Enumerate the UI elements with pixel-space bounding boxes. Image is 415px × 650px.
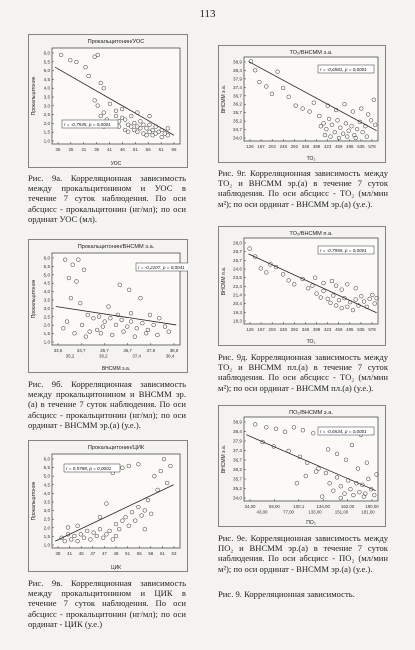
x-tick-label: 459 — [335, 144, 343, 149]
figure-9c-caption: Рис. 9в. Корреляционная зависимость между прокальцитонином и ЦИК в течение 7 суток наблюдения. По оси абсцисс - прокальцитонин (нг/мл); по оси ординат - ЦИК (у.е.) — [28, 578, 186, 629]
x-tick-label: 36 — [94, 147, 100, 152]
x-axis-label: ВНСММ э.а. — [101, 366, 131, 372]
chart-title: TO₂/ВНСММ п.а. — [289, 231, 333, 237]
stat-text: r = -0,7955, p = 0,0001 — [320, 247, 367, 253]
y-tick-label: 38,9 — [233, 59, 242, 65]
chart-svg — [218, 45, 386, 163]
x-tick-label: 47 — [90, 551, 96, 556]
x-axis-label: TO₂ — [306, 339, 316, 345]
x-tick-label: 34,00 — [244, 504, 256, 509]
stat-text: r = -0,7545, p = 0,0001 — [64, 121, 111, 127]
x-tick-label: 66 — [171, 147, 177, 152]
y-tick-label: 1,5 — [43, 331, 50, 337]
y-tick-label: 1,0 — [43, 542, 50, 548]
y-tick-label: 23,5 — [233, 275, 242, 281]
y-tick-label: 3,5 — [43, 297, 50, 303]
figure-9e-caption: Рис. 9д. Корреляционная зависимость между TO₂ и ВНСММ пл.(а) в течение 7 суток наблюдения. По оси абсцисс - TO₂ (мл/мин м²); по оси ординат - ВНСММ пл.(а) (у.е.). — [218, 352, 388, 393]
y-tick-label: 37,4 — [233, 448, 242, 453]
x-tick-label: 495 — [346, 144, 354, 149]
x-tick-label: 35 — [55, 147, 61, 152]
y-tick-label: 36,7 — [233, 457, 242, 463]
y-tick-label: 36,2 — [233, 467, 242, 472]
x-tick-label: 61 — [158, 147, 164, 152]
y-tick-label: 34,7 — [233, 127, 242, 133]
y-tick-label: 36,2 — [233, 101, 242, 107]
chart-title: Прокальцитонин/ВНСММ э.а. — [77, 244, 155, 250]
figure-9a-caption: Рис. 9а. Корреляционная зависимость между прокальцитонином и УОС в течение 7 суток наблюдения. По оси абсцисс - прокальцитонин (нг/мл); по оси ординат УОС (мл). — [28, 173, 186, 224]
chart-svg — [218, 405, 386, 527]
x-tick-label: 33,6 — [53, 348, 63, 353]
y-axis-label: Прокальцитонин — [31, 481, 37, 521]
x-tick-label: 126 — [246, 144, 254, 149]
y-tick-label: 4,0 — [43, 289, 50, 295]
y-tick-label: 20,4 — [233, 301, 242, 307]
figure-9e-chart — [218, 226, 386, 346]
y-tick-label: 5,5 — [43, 465, 50, 471]
y-tick-label: 3,0 — [43, 305, 50, 311]
y-tick-label: 5,0 — [43, 272, 50, 278]
y-tick-label: 2,0 — [43, 120, 50, 126]
x-tick-label-row2: 38,4 — [165, 353, 175, 359]
x-tick-label: 167 — [257, 327, 265, 332]
figure-9f-caption: Рис. 9е. Корреляционная зависимость между ПО₂ и ВНСММ эр.(а) в течение 7 суток наблюдения. По оси абсцисс - ПО₂ (мл/мин м²); по оси ординат - ВНСММ эр.(а) (у.е.). — [218, 533, 388, 574]
y-tick-label: 1,5 — [43, 129, 50, 135]
x-tick-label: 162,00 — [340, 504, 355, 509]
y-axis-label: Прокальцитонин — [31, 279, 37, 319]
y-tick-label: 1,0 — [43, 138, 50, 144]
x-tick-label: 292 — [290, 144, 299, 149]
figure-9d-caption: Рис. 9г. Корреляционная зависимость между TO₂ и ВНСММ эр.(а) в течение 7 суток наблюдения. По оси абсцисс - TO₂ (мл/мин м²); по оси ординат - ВНСММ эр.(а) (у.е.). — [218, 168, 388, 209]
y-tick-label: 35,2 — [233, 486, 242, 491]
y-tick-label: 37,9 — [233, 76, 242, 82]
y-tick-label: 38,4 — [233, 67, 242, 73]
y-tick-label: 3,5 — [43, 499, 50, 505]
x-axis-label: TO₂ — [306, 156, 316, 162]
y-tick-label: 1,5 — [43, 533, 50, 539]
chart-svg — [28, 440, 188, 572]
x-tick-label: 59,00 — [268, 504, 280, 509]
figure-9b-chart — [28, 239, 188, 373]
stat-text: r = 0,5788, p = 0,0001 — [66, 465, 112, 471]
y-tick-label: 5,5 — [43, 263, 50, 269]
y-tick-label: 6,0 — [43, 50, 50, 56]
x-axis-label: ЦИК — [110, 565, 122, 571]
y-axis-label: ВНСММ э.а. — [221, 84, 227, 114]
figure-9f-chart — [218, 405, 386, 527]
y-tick-label: 38,4 — [233, 429, 242, 434]
x-tick-label: 51 — [125, 551, 131, 556]
x-tick-label: 51 — [132, 147, 138, 152]
x-tick-label: 348 — [301, 327, 310, 332]
y-tick-label: 2,0 — [43, 525, 50, 531]
y-tick-label: 1,0 — [43, 339, 50, 345]
x-tick-label: 46 — [119, 147, 125, 152]
y-tick-label: 28,0 — [233, 240, 242, 246]
y-tick-label: 2,5 — [43, 112, 50, 118]
x-tick-label: 34,7 — [76, 348, 86, 353]
x-tick-label-row2: 43,00 — [256, 509, 268, 515]
x-tick-label: 38 — [55, 551, 61, 556]
x-tick-label-row2: 35,2 — [65, 353, 75, 359]
y-tick-label: 22,4 — [233, 283, 242, 289]
y-tick-label: 26,7 — [233, 249, 242, 255]
plot-area — [52, 48, 180, 144]
y-tick-label: 5,0 — [43, 68, 50, 74]
x-tick-label-row2: 77,00 — [283, 509, 294, 515]
y-tick-label: 6,0 — [43, 456, 50, 462]
x-tick-label: 389 — [312, 144, 321, 149]
y-tick-label: 4,5 — [43, 482, 50, 488]
x-tick-label-row2: 133,00 — [308, 509, 322, 515]
x-tick-label: 248 — [279, 327, 287, 332]
y-tick-label: 18,3 — [233, 318, 242, 324]
y-tick-label: 37,9 — [233, 438, 242, 444]
x-tick-label-row2: 37,4 — [132, 353, 141, 359]
x-axis-label: ПО₂ — [306, 520, 316, 526]
stat-text: r = -0,6534, p = 0,0001 — [320, 428, 367, 434]
x-tick-label: 292 — [290, 327, 299, 332]
x-axis-label: УОС — [110, 161, 122, 167]
x-tick-label: 31 — [81, 147, 87, 152]
y-tick-label: 4,5 — [43, 76, 50, 82]
x-tick-label-row2: 36,2 — [99, 353, 108, 359]
x-tick-label: 578 — [368, 327, 376, 332]
y-tick-label: 2,0 — [43, 322, 50, 328]
x-tick-label: 55 — [136, 551, 142, 556]
stat-text: r = -0,6581, p = 0,0001 — [320, 66, 367, 72]
x-tick-label: 61 — [159, 551, 165, 556]
x-tick-label: 100,1 — [293, 504, 305, 509]
x-tick-label: 423 — [323, 327, 332, 332]
y-tick-label: 3,0 — [43, 508, 50, 514]
x-tick-label: 204 — [268, 144, 276, 149]
y-tick-label: 4,0 — [43, 85, 50, 91]
x-tick-label: 459 — [335, 327, 343, 332]
y-tick-label: 35,7 — [233, 476, 242, 482]
y-tick-label: 5,5 — [43, 59, 50, 65]
y-tick-label: 37,4 — [233, 84, 242, 90]
y-tick-label: 34,0 — [233, 495, 242, 501]
x-tick-label: 58 — [148, 551, 154, 556]
x-tick-label: 134,00 — [316, 504, 330, 509]
stat-text: r = -0,2107, p = 0,0041 — [138, 264, 185, 270]
chart-title: ПО₂/ВНСММ э.а. — [289, 410, 333, 416]
y-tick-label: 2,5 — [43, 516, 50, 522]
y-tick-label: 3,0 — [43, 103, 50, 109]
x-tick-label: 190,00 — [365, 504, 379, 509]
x-tick-label: 45 — [78, 551, 84, 556]
x-tick-label: 37,8 — [146, 348, 156, 353]
x-tick-label: 495 — [346, 327, 354, 332]
x-tick-label: 126 — [246, 327, 254, 332]
x-tick-label: 204 — [268, 327, 276, 332]
chart-svg — [218, 226, 386, 346]
y-tick-label: 21,4 — [233, 292, 242, 298]
chart-svg — [28, 239, 188, 373]
x-tick-label: 36,7 — [123, 348, 132, 353]
x-tick-label: 348 — [301, 144, 310, 149]
x-tick-label: 56 — [145, 147, 151, 152]
y-tick-label: 34,0 — [233, 135, 242, 141]
y-tick-label: 4,0 — [43, 490, 50, 496]
y-tick-label: 19,3 — [233, 309, 242, 315]
y-tick-label: 36,7 — [233, 93, 242, 99]
y-tick-label: 25,7 — [233, 257, 242, 263]
x-tick-label: 578 — [368, 144, 376, 149]
y-tick-label: 38,9 — [233, 419, 242, 425]
x-tick-label: 423 — [323, 144, 332, 149]
chart-title: TO₂/ВНСММ э.а. — [289, 50, 333, 56]
x-tick-label: 38,8 — [169, 348, 179, 353]
chart-title: Прокальцитонин/ЦИК — [87, 445, 145, 451]
x-tick-label: 63 — [171, 551, 177, 556]
y-tick-label: 35,2 — [233, 118, 242, 124]
x-tick-label: 389 — [312, 327, 321, 332]
x-tick-label: 167 — [257, 144, 265, 149]
x-tick-label: 248 — [279, 144, 287, 149]
figure-9b-caption: Рис. 9б. Корреляционная зависимость между прокальцитонином и ВНСММ эр.(а) в течение 7 суток наблюдения. По оси абсцисс - прокальцитонин (нг/мл); по оси ординат - ВНСММ эр.(а) (у.е.). — [28, 379, 186, 430]
y-axis-label: ВНСММ э.а. — [221, 444, 227, 474]
x-tick-label: 535 — [357, 327, 365, 332]
y-tick-label: 24,6 — [233, 266, 242, 272]
x-tick-label: 47 — [101, 551, 107, 556]
y-tick-label: 2,5 — [43, 314, 50, 320]
page-number: 113 — [199, 8, 216, 20]
x-tick-label-row2: 151,00 — [334, 509, 349, 515]
x-tick-label: 48 — [113, 551, 119, 556]
y-tick-label: 3,5 — [43, 94, 50, 100]
y-axis-label: ВНСММ п.а. — [221, 266, 227, 296]
figure-9a-chart — [28, 34, 188, 168]
y-tick-label: 4,5 — [43, 280, 50, 286]
figure-9-caption: Рис. 9. Корреляционная зависимость. — [218, 589, 355, 599]
figure-9d-chart — [218, 45, 386, 163]
y-tick-label: 6,0 — [43, 255, 50, 261]
x-tick-label: 41 — [67, 551, 73, 556]
x-tick-label-row2: 181,00 — [361, 509, 375, 515]
x-tick-label: 535 — [357, 144, 365, 149]
x-tick-label: 41 — [107, 147, 113, 152]
y-tick-label: 35,7 — [233, 110, 242, 116]
x-tick-label: 35,7 — [100, 348, 109, 353]
y-axis-label: Прокальцитонин — [31, 76, 37, 116]
y-tick-label: 5,0 — [43, 473, 50, 479]
x-tick-label: 25 — [68, 147, 74, 152]
chart-svg — [28, 34, 188, 168]
chart-title: Прокальцитонин/УОС — [87, 39, 145, 45]
figure-9c-chart — [28, 440, 188, 572]
